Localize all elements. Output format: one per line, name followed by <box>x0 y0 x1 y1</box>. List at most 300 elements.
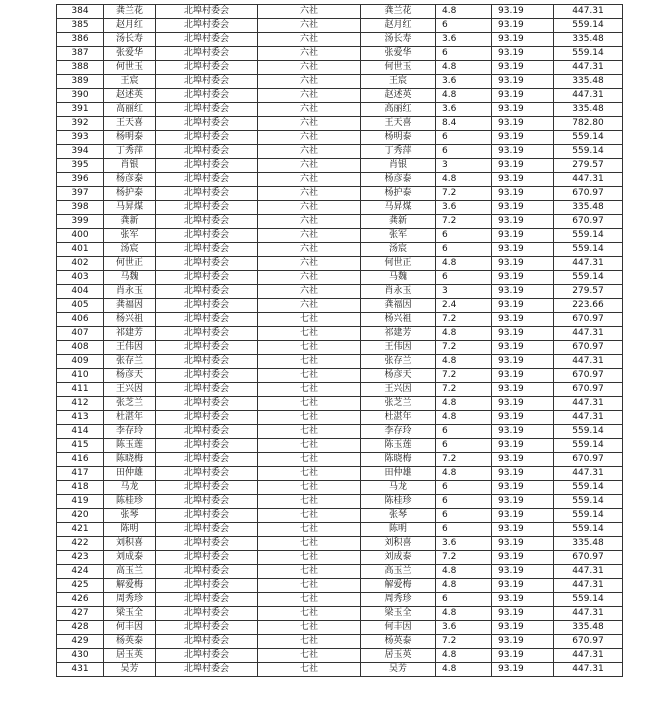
row-number: 388 <box>57 61 104 75</box>
name-cell: 汤宸 <box>104 243 156 257</box>
unit-price-cell: 93.19 <box>492 411 554 425</box>
unit-price-cell: 93.19 <box>492 117 554 131</box>
amount-cell: 559.14 <box>554 439 623 453</box>
table-row <box>57 383 623 397</box>
table-row <box>57 481 623 495</box>
village-committee-cell: 北埠村委会 <box>156 327 258 341</box>
name-cell: 张芝兰 <box>104 397 156 411</box>
village-committee-cell: 北埠村委会 <box>156 243 258 257</box>
amount-cell: 335.48 <box>554 621 623 635</box>
row-number: 390 <box>57 89 104 103</box>
group-cell: 六社 <box>258 257 361 271</box>
household-head-cell: 杨兴祖 <box>361 313 436 327</box>
name-cell: 杨彦天 <box>104 369 156 383</box>
village-committee-cell: 北埠村委会 <box>156 173 258 187</box>
unit-price-cell: 93.19 <box>492 187 554 201</box>
unit-price-cell: 93.19 <box>492 229 554 243</box>
village-committee-cell: 北埠村委会 <box>156 509 258 523</box>
table-row <box>57 61 623 75</box>
household-head-cell: 梁玉全 <box>361 607 436 621</box>
amount-cell: 279.57 <box>554 285 623 299</box>
unit-price-cell: 93.19 <box>492 61 554 75</box>
group-cell: 七社 <box>258 327 361 341</box>
name-cell: 陈明 <box>104 523 156 537</box>
area-cell: 7.2 <box>436 341 492 355</box>
household-head-cell: 王兴因 <box>361 383 436 397</box>
table-row <box>57 565 623 579</box>
name-cell: 王天喜 <box>104 117 156 131</box>
table-row <box>57 243 623 257</box>
amount-cell: 559.14 <box>554 425 623 439</box>
table-row <box>57 19 623 33</box>
row-number: 409 <box>57 355 104 369</box>
area-cell: 7.2 <box>436 369 492 383</box>
amount-cell: 670.97 <box>554 453 623 467</box>
amount-cell: 447.31 <box>554 327 623 341</box>
area-cell: 6 <box>436 47 492 61</box>
amount-cell: 670.97 <box>554 187 623 201</box>
household-head-cell: 赵述英 <box>361 89 436 103</box>
village-committee-cell: 北埠村委会 <box>156 523 258 537</box>
name-cell: 刘积喜 <box>104 537 156 551</box>
unit-price-cell: 93.19 <box>492 383 554 397</box>
area-cell: 4.8 <box>436 173 492 187</box>
amount-cell: 559.14 <box>554 131 623 145</box>
row-number: 412 <box>57 397 104 411</box>
unit-price-cell: 93.19 <box>492 47 554 61</box>
village-committee-cell: 北埠村委会 <box>156 201 258 215</box>
table-row <box>57 33 623 47</box>
table-row <box>57 313 623 327</box>
amount-cell: 559.14 <box>554 19 623 33</box>
name-cell: 何世玉 <box>104 61 156 75</box>
amount-cell: 559.14 <box>554 229 623 243</box>
table-row <box>57 523 623 537</box>
name-cell: 杜湛年 <box>104 411 156 425</box>
household-head-cell: 肖银 <box>361 159 436 173</box>
group-cell: 六社 <box>258 5 361 19</box>
unit-price-cell: 93.19 <box>492 607 554 621</box>
row-number: 395 <box>57 159 104 173</box>
name-cell: 杨兴祖 <box>104 313 156 327</box>
village-committee-cell: 北埠村委会 <box>156 33 258 47</box>
amount-cell: 559.14 <box>554 509 623 523</box>
unit-price-cell: 93.19 <box>492 271 554 285</box>
unit-price-cell: 93.19 <box>492 145 554 159</box>
unit-price-cell: 93.19 <box>492 215 554 229</box>
table-row <box>57 75 623 89</box>
household-head-cell: 张存兰 <box>361 355 436 369</box>
area-cell: 3.6 <box>436 75 492 89</box>
area-cell: 6 <box>436 145 492 159</box>
unit-price-cell: 93.19 <box>492 481 554 495</box>
row-number: 400 <box>57 229 104 243</box>
row-number: 402 <box>57 257 104 271</box>
row-number: 425 <box>57 579 104 593</box>
unit-price-cell: 93.19 <box>492 439 554 453</box>
table-row <box>57 215 623 229</box>
amount-cell: 670.97 <box>554 369 623 383</box>
unit-price-cell: 93.19 <box>492 243 554 257</box>
group-cell: 七社 <box>258 467 361 481</box>
unit-price-cell: 93.19 <box>492 397 554 411</box>
name-cell: 杨护泰 <box>104 187 156 201</box>
village-committee-cell: 北埠村委会 <box>156 271 258 285</box>
household-head-cell: 居玉英 <box>361 649 436 663</box>
area-cell: 4.8 <box>436 257 492 271</box>
group-cell: 七社 <box>258 537 361 551</box>
row-number: 406 <box>57 313 104 327</box>
row-number: 404 <box>57 285 104 299</box>
household-head-cell: 何丰因 <box>361 621 436 635</box>
household-head-cell: 赵月红 <box>361 19 436 33</box>
name-cell: 刘成泰 <box>104 551 156 565</box>
unit-price-cell: 93.19 <box>492 495 554 509</box>
name-cell: 张军 <box>104 229 156 243</box>
table-row <box>57 593 623 607</box>
group-cell: 七社 <box>258 593 361 607</box>
name-cell: 张爱华 <box>104 47 156 61</box>
village-committee-cell: 北埠村委会 <box>156 467 258 481</box>
row-number: 386 <box>57 33 104 47</box>
group-cell: 七社 <box>258 495 361 509</box>
village-committee-cell: 北埠村委会 <box>156 61 258 75</box>
group-cell: 六社 <box>258 47 361 61</box>
unit-price-cell: 93.19 <box>492 551 554 565</box>
group-cell: 六社 <box>258 159 361 173</box>
row-number: 387 <box>57 47 104 61</box>
unit-price-cell: 93.19 <box>492 33 554 47</box>
village-committee-cell: 北埠村委会 <box>156 187 258 201</box>
village-committee-cell: 北埠村委会 <box>156 159 258 173</box>
village-committee-cell: 北埠村委会 <box>156 425 258 439</box>
unit-price-cell: 93.19 <box>492 75 554 89</box>
amount-cell: 223.66 <box>554 299 623 313</box>
household-head-cell: 龚福因 <box>361 299 436 313</box>
row-number: 422 <box>57 537 104 551</box>
group-cell: 七社 <box>258 369 361 383</box>
amount-cell: 670.97 <box>554 215 623 229</box>
amount-cell: 279.57 <box>554 159 623 173</box>
household-head-cell: 何世玉 <box>361 61 436 75</box>
amount-cell: 559.14 <box>554 495 623 509</box>
group-cell: 六社 <box>258 145 361 159</box>
group-cell: 六社 <box>258 243 361 257</box>
amount-cell: 335.48 <box>554 537 623 551</box>
amount-cell: 559.14 <box>554 593 623 607</box>
name-cell: 王伟因 <box>104 341 156 355</box>
area-cell: 2.4 <box>436 299 492 313</box>
table-row <box>57 635 623 649</box>
name-cell: 龚新 <box>104 215 156 229</box>
village-committee-cell: 北埠村委会 <box>156 47 258 61</box>
village-committee-cell: 北埠村委会 <box>156 397 258 411</box>
row-number: 411 <box>57 383 104 397</box>
row-number: 398 <box>57 201 104 215</box>
amount-cell: 782.80 <box>554 117 623 131</box>
name-cell: 赵月红 <box>104 19 156 33</box>
table-row <box>57 299 623 313</box>
household-head-cell: 陈玉莲 <box>361 439 436 453</box>
row-number: 391 <box>57 103 104 117</box>
village-committee-cell: 北埠村委会 <box>156 229 258 243</box>
amount-cell: 447.31 <box>554 5 623 19</box>
area-cell: 3.6 <box>436 33 492 47</box>
name-cell: 赵述英 <box>104 89 156 103</box>
name-cell: 马龙 <box>104 481 156 495</box>
table-row <box>57 537 623 551</box>
table-row <box>57 103 623 117</box>
row-number: 384 <box>57 5 104 19</box>
village-committee-cell: 北埠村委会 <box>156 299 258 313</box>
unit-price-cell: 93.19 <box>492 257 554 271</box>
household-head-cell: 何世正 <box>361 257 436 271</box>
name-cell: 祁建芳 <box>104 327 156 341</box>
name-cell: 何丰因 <box>104 621 156 635</box>
row-number: 385 <box>57 19 104 33</box>
village-committee-cell: 北埠村委会 <box>156 369 258 383</box>
area-cell: 6 <box>436 243 492 257</box>
group-cell: 六社 <box>258 201 361 215</box>
group-cell: 六社 <box>258 299 361 313</box>
unit-price-cell: 93.19 <box>492 5 554 19</box>
household-head-cell: 解爱梅 <box>361 579 436 593</box>
group-cell: 七社 <box>258 579 361 593</box>
table-row <box>57 187 623 201</box>
area-cell: 3.6 <box>436 201 492 215</box>
village-committee-cell: 北埠村委会 <box>156 75 258 89</box>
row-number: 397 <box>57 187 104 201</box>
row-number: 420 <box>57 509 104 523</box>
unit-price-cell: 93.19 <box>492 537 554 551</box>
amount-cell: 335.48 <box>554 201 623 215</box>
group-cell: 七社 <box>258 355 361 369</box>
table-row <box>57 649 623 663</box>
unit-price-cell: 93.19 <box>492 509 554 523</box>
household-head-cell: 刘成泰 <box>361 551 436 565</box>
amount-cell: 559.14 <box>554 47 623 61</box>
group-cell: 七社 <box>258 607 361 621</box>
row-number: 428 <box>57 621 104 635</box>
table-row <box>57 173 623 187</box>
unit-price-cell: 93.19 <box>492 355 554 369</box>
household-head-cell: 马魏 <box>361 271 436 285</box>
name-cell: 杨彦泰 <box>104 173 156 187</box>
row-number: 394 <box>57 145 104 159</box>
amount-cell: 447.31 <box>554 355 623 369</box>
village-committee-cell: 北埠村委会 <box>156 621 258 635</box>
unit-price-cell: 93.19 <box>492 285 554 299</box>
name-cell: 汤长寿 <box>104 33 156 47</box>
table-row <box>57 341 623 355</box>
household-head-cell: 李存玲 <box>361 425 436 439</box>
name-cell: 陈桂珍 <box>104 495 156 509</box>
name-cell: 肖银 <box>104 159 156 173</box>
group-cell: 六社 <box>258 229 361 243</box>
village-committee-cell: 北埠村委会 <box>156 649 258 663</box>
unit-price-cell: 93.19 <box>492 649 554 663</box>
area-cell: 7.2 <box>436 453 492 467</box>
group-cell: 七社 <box>258 341 361 355</box>
area-cell: 4.8 <box>436 467 492 481</box>
name-cell: 何世正 <box>104 257 156 271</box>
group-cell: 六社 <box>258 89 361 103</box>
household-head-cell: 王天喜 <box>361 117 436 131</box>
household-head-cell: 张军 <box>361 229 436 243</box>
area-cell: 4.8 <box>436 327 492 341</box>
household-head-cell: 杨明泰 <box>361 131 436 145</box>
table-row <box>57 579 623 593</box>
name-cell: 陈晓梅 <box>104 453 156 467</box>
group-cell: 六社 <box>258 75 361 89</box>
area-cell: 6 <box>436 19 492 33</box>
group-cell: 七社 <box>258 649 361 663</box>
table-row <box>57 607 623 621</box>
name-cell: 龚兰花 <box>104 5 156 19</box>
area-cell: 3.6 <box>436 103 492 117</box>
name-cell: 高玉兰 <box>104 565 156 579</box>
table-row <box>57 229 623 243</box>
name-cell: 高丽红 <box>104 103 156 117</box>
area-cell: 6 <box>436 131 492 145</box>
area-cell: 8.4 <box>436 117 492 131</box>
household-head-cell: 陈明 <box>361 523 436 537</box>
unit-price-cell: 93.19 <box>492 89 554 103</box>
amount-cell: 447.31 <box>554 89 623 103</box>
table-row <box>57 89 623 103</box>
village-committee-cell: 北埠村委会 <box>156 5 258 19</box>
amount-cell: 559.14 <box>554 243 623 257</box>
name-cell: 张存兰 <box>104 355 156 369</box>
name-cell: 王兴因 <box>104 383 156 397</box>
household-head-cell: 杨英泰 <box>361 635 436 649</box>
village-committee-cell: 北埠村委会 <box>156 481 258 495</box>
area-cell: 3 <box>436 159 492 173</box>
amount-cell: 447.31 <box>554 467 623 481</box>
row-number: 427 <box>57 607 104 621</box>
unit-price-cell: 93.19 <box>492 299 554 313</box>
row-number: 419 <box>57 495 104 509</box>
row-number: 429 <box>57 635 104 649</box>
area-cell: 6 <box>436 523 492 537</box>
household-head-cell: 田仲雄 <box>361 467 436 481</box>
area-cell: 4.8 <box>436 663 492 677</box>
household-head-cell: 龚新 <box>361 215 436 229</box>
area-cell: 6 <box>436 271 492 285</box>
group-cell: 七社 <box>258 383 361 397</box>
group-cell: 六社 <box>258 19 361 33</box>
unit-price-cell: 93.19 <box>492 173 554 187</box>
row-number: 392 <box>57 117 104 131</box>
village-committee-cell: 北埠村委会 <box>156 593 258 607</box>
name-cell: 丁秀萍 <box>104 145 156 159</box>
table-row <box>57 411 623 425</box>
unit-price-cell: 93.19 <box>492 159 554 173</box>
amount-cell: 559.14 <box>554 523 623 537</box>
table-row <box>57 355 623 369</box>
group-cell: 七社 <box>258 439 361 453</box>
area-cell: 7.2 <box>436 313 492 327</box>
household-head-cell: 高玉兰 <box>361 565 436 579</box>
row-number: 401 <box>57 243 104 257</box>
row-number: 430 <box>57 649 104 663</box>
amount-cell: 670.97 <box>554 341 623 355</box>
group-cell: 七社 <box>258 425 361 439</box>
amount-cell: 670.97 <box>554 551 623 565</box>
row-number: 416 <box>57 453 104 467</box>
area-cell: 4.8 <box>436 411 492 425</box>
table-row <box>57 145 623 159</box>
row-number: 421 <box>57 523 104 537</box>
village-committee-cell: 北埠村委会 <box>156 257 258 271</box>
amount-cell: 670.97 <box>554 313 623 327</box>
name-cell: 陈玉莲 <box>104 439 156 453</box>
row-number: 413 <box>57 411 104 425</box>
group-cell: 七社 <box>258 621 361 635</box>
amount-cell: 335.48 <box>554 33 623 47</box>
table-row <box>57 621 623 635</box>
village-committee-cell: 北埠村委会 <box>156 439 258 453</box>
group-cell: 七社 <box>258 453 361 467</box>
name-cell: 马魏 <box>104 271 156 285</box>
row-number: 431 <box>57 663 104 677</box>
area-cell: 6 <box>436 495 492 509</box>
data-table <box>56 4 623 677</box>
household-head-cell: 丁秀萍 <box>361 145 436 159</box>
household-head-cell: 肖永玉 <box>361 285 436 299</box>
unit-price-cell: 93.19 <box>492 593 554 607</box>
village-committee-cell: 北埠村委会 <box>156 117 258 131</box>
unit-price-cell: 93.19 <box>492 327 554 341</box>
village-committee-cell: 北埠村委会 <box>156 383 258 397</box>
amount-cell: 447.31 <box>554 61 623 75</box>
area-cell: 7.2 <box>436 215 492 229</box>
area-cell: 6 <box>436 439 492 453</box>
household-head-cell: 张琴 <box>361 509 436 523</box>
amount-cell: 447.31 <box>554 257 623 271</box>
group-cell: 六社 <box>258 187 361 201</box>
name-cell: 解爱梅 <box>104 579 156 593</box>
table-row <box>57 47 623 61</box>
table-row <box>57 509 623 523</box>
village-committee-cell: 北埠村委会 <box>156 635 258 649</box>
household-head-cell: 马昇煤 <box>361 201 436 215</box>
unit-price-cell: 93.19 <box>492 635 554 649</box>
name-cell: 田仲雄 <box>104 467 156 481</box>
row-number: 414 <box>57 425 104 439</box>
row-number: 424 <box>57 565 104 579</box>
name-cell: 李存玲 <box>104 425 156 439</box>
village-committee-cell: 北埠村委会 <box>156 355 258 369</box>
group-cell: 七社 <box>258 509 361 523</box>
household-head-cell: 杜湛年 <box>361 411 436 425</box>
group-cell: 六社 <box>258 285 361 299</box>
table-row <box>57 495 623 509</box>
village-committee-cell: 北埠村委会 <box>156 551 258 565</box>
row-number: 410 <box>57 369 104 383</box>
table-row <box>57 285 623 299</box>
row-number: 407 <box>57 327 104 341</box>
household-head-cell: 高丽红 <box>361 103 436 117</box>
name-cell: 梁玉全 <box>104 607 156 621</box>
row-number: 389 <box>57 75 104 89</box>
name-cell: 王宸 <box>104 75 156 89</box>
name-cell: 马昇煤 <box>104 201 156 215</box>
household-head-cell: 汤长寿 <box>361 33 436 47</box>
household-head-cell: 马龙 <box>361 481 436 495</box>
group-cell: 七社 <box>258 397 361 411</box>
village-committee-cell: 北埠村委会 <box>156 145 258 159</box>
